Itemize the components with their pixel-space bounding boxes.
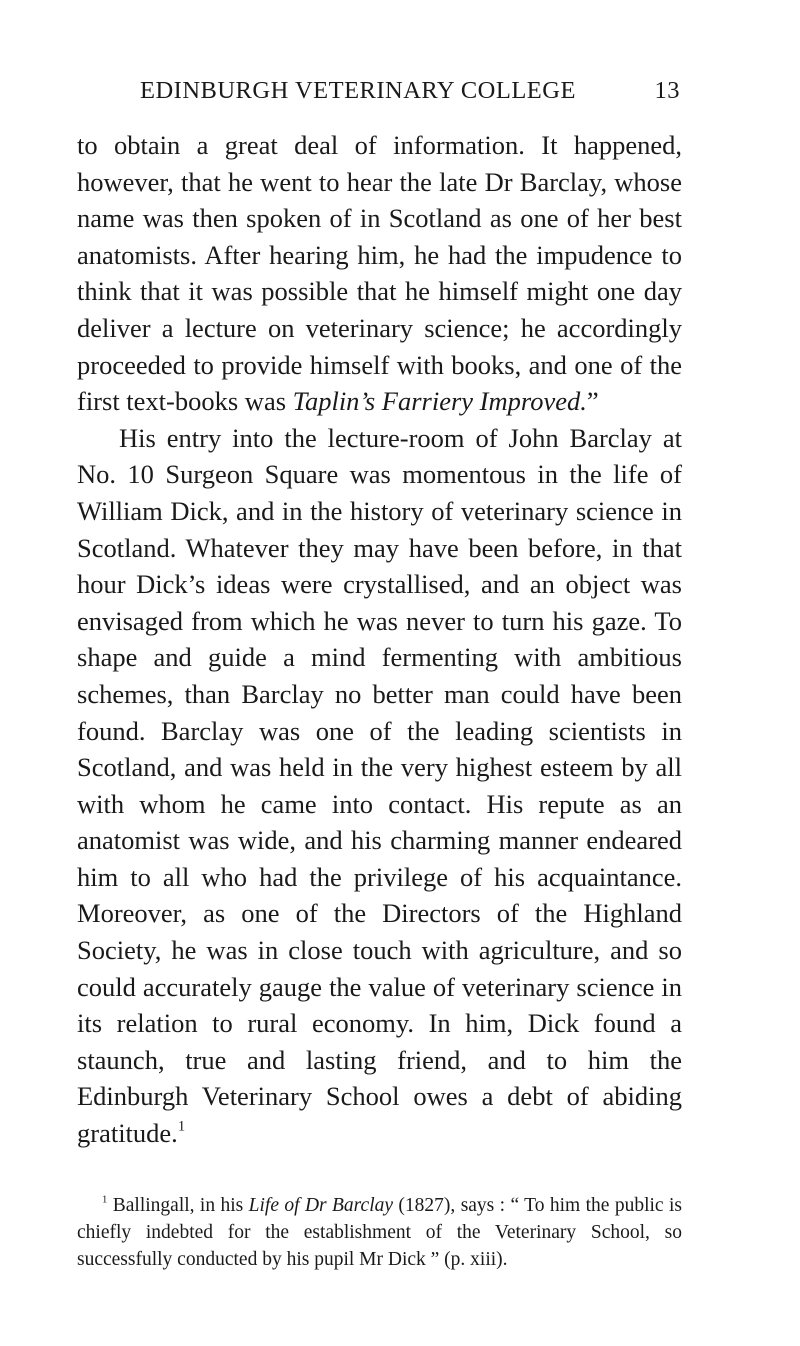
body-text xyxy=(77,127,682,1152)
running-head-title: EDINBURGH VETERINARY COLLEGE xyxy=(140,77,576,104)
footnote xyxy=(77,1192,682,1273)
footnote-reference: 1 xyxy=(177,1118,186,1135)
page-number: 13 xyxy=(654,77,680,104)
book-title-italic: Taplin’s Farriery Improved. xyxy=(292,386,587,417)
footnote-book-title: Life of Dr Barclay xyxy=(248,1195,394,1216)
footnote-text-end: (1827), says : “ To him the public is chiefly indebted for the establishment of the Veterinary School, so successfully conducted by his pupil Mr Dick ” (p. xiii). xyxy=(77,1195,682,1270)
paragraph-continued xyxy=(77,127,682,420)
paragraph-1-text: to obtain a great deal of information. It happened, however, that he went to hear the late Dr Barclay, whose name was then spoken of in Scotland as one of her best anatomists. After hearing him, he had the impudence to think that it was possible that he himself might one day deliver a lecture on veterinary science; he accordingly proceeded to provide himself with books, and one of the first text-books was xyxy=(77,130,682,417)
paragraph xyxy=(77,420,682,1152)
footnote-text-start: Ballingall, in his xyxy=(107,1195,249,1216)
closing-quote: ” xyxy=(586,386,599,417)
paragraph-2-text: His entry into the lecture-room of John Barclay at No. 10 Surgeon Square was momentous in the life of William Dick, and in the history of veterinary science in Scotland. Whatever they may have been before, in that hour Dick’s ideas were crystallised, and an object was envisaged from which he was never to turn his gaze. To shape and guide a mind fermenting with ambitious schemes, than Barclay no better man could have been found. Barclay was one of the leading scientists in Scotland, and was held in the very highest esteem by all with whom he came into contact. His repute as an anatomist was wide, and his charming manner endeared him to all who had the privilege of his acquaintance. Moreover, as one of the Directors of the Highland Society, he was in close touch with agriculture, and so could accurately gauge the value of veterinary science in its relation to rural economy. In him, Dick found a staunch, true and lasting friend, and to him the Edinburgh Veterinary School owes a debt of abiding gratitude. xyxy=(77,422,682,1149)
footnote-marker: 1 xyxy=(102,1193,108,1206)
